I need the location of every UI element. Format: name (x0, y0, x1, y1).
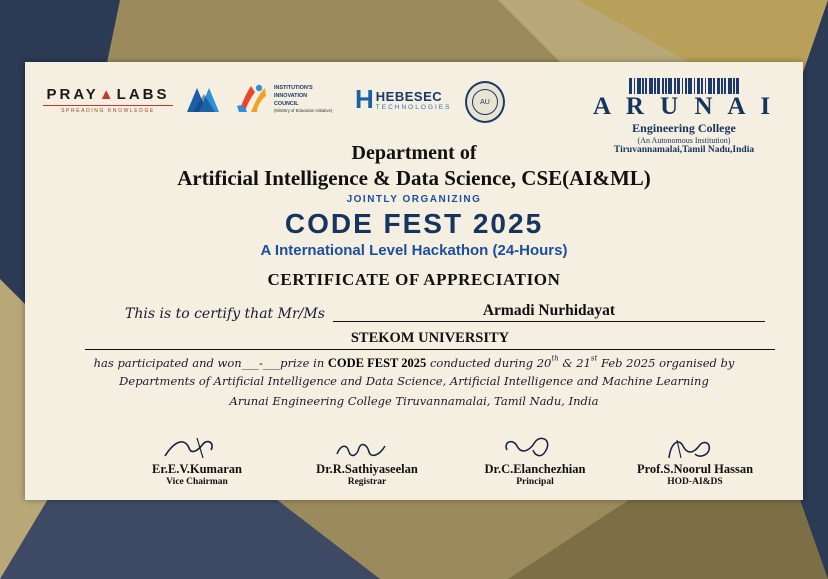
recipient-organization: STEKOM UNIVERSITY (85, 330, 775, 350)
arunai-autonomous: (An Autonomous Institution) (637, 136, 731, 146)
arunai-name: A R U N A I (592, 93, 776, 120)
participation-text-a: has participated and won___-___prize in (93, 356, 328, 370)
signature-row (25, 436, 803, 496)
department-line-2: Artificial Intelligence & Data Science, CSE(AI&ML) (177, 166, 651, 190)
signature-block (605, 436, 785, 487)
certify-line (125, 302, 765, 322)
signatory-name: Dr.R.Sathiyaseelan (316, 462, 418, 476)
arunai-location: Tiruvannamalai,Tamil Nadu,India (613, 145, 755, 156)
participation-sup-2: st (590, 354, 598, 363)
aicte-logo-icon (185, 84, 223, 116)
signature-mark-icon (605, 436, 785, 462)
participation-event: CODE FEST 2025 (327, 356, 427, 370)
iic-line4: (Ministry of Education Initiative) (274, 108, 333, 114)
institution-seal-icon (465, 82, 505, 122)
praya-labs-logo (43, 86, 173, 114)
signatory-role: Vice Chairman (166, 477, 228, 487)
hebesec-logo (355, 84, 475, 115)
iic-line3: COUNCIL (274, 100, 299, 107)
praya-labs-dot-icon: ▲ (98, 86, 117, 103)
praya-labs-rule (43, 105, 173, 106)
participation-paragraph (25, 354, 803, 372)
praya-labs-name-part2: LABS (116, 86, 170, 103)
signatory-name: Er.E.V.Kumaran (152, 462, 242, 476)
signature-block (277, 436, 457, 487)
iic-line2: INNOVATION (274, 92, 308, 99)
certificate-card (25, 62, 803, 500)
seal-text: AU (472, 89, 498, 115)
recipient-name: Armadi Nurhidayat (333, 302, 765, 322)
certify-prefix: This is to certify that Mr/Ms (125, 306, 325, 322)
certificate-title: CERTIFICATE OF APPRECIATION (267, 270, 561, 289)
signatory-role: Principal (516, 477, 554, 487)
iic-logo (235, 82, 353, 116)
participation-text-b: conducted during 20 (426, 356, 552, 370)
arunai-sub: Engineering College (632, 121, 736, 136)
event-subtitle: A International Level Hackathon (24-Hours) (260, 242, 568, 259)
signatory-role: Registrar (347, 477, 387, 487)
signature-mark-icon (277, 436, 457, 462)
organizing-departments: Departments of Artificial Intelligence and Data Science, Artificial Intelligence and Machine Learning (119, 374, 709, 388)
signature-mark-icon (445, 436, 625, 462)
department-line-1: Department of (351, 142, 477, 164)
signatory-name: Dr.C.Elanchezhian (484, 462, 586, 476)
praya-labs-tagline: SPREADING KNOWLEDGE (61, 108, 155, 114)
signatory-name: Prof.S.Noorul Hassan (636, 462, 754, 476)
hebesec-sub: TECHNOLOGIES (375, 103, 452, 111)
signature-mark-icon (107, 436, 287, 462)
hebesec-mark-icon: H (355, 84, 372, 114)
participation-sup-1: th (551, 354, 559, 363)
signatory-role: HOD-AI&DS (667, 477, 723, 487)
event-title: CODE FEST 2025 (284, 208, 544, 239)
jointly-organizing-label: JOINTLY ORGANIZING (346, 194, 482, 205)
signature-block (445, 436, 625, 487)
hebesec-name: HEBESEC (375, 88, 443, 104)
praya-labs-name-part1: PRAY (46, 86, 99, 103)
iic-line1: INSTITUTION'S (274, 84, 313, 91)
iic-mark-icon (235, 82, 269, 116)
participation-text-c: & 21 (558, 356, 591, 370)
participation-text-d: Feb 2025 organised by (597, 356, 735, 370)
organizing-college: Arunai Engineering College Tiruvannamalai, Tamil Nadu, India (229, 394, 599, 408)
arunai-barcode-icon (579, 78, 789, 94)
signature-block (107, 436, 287, 487)
